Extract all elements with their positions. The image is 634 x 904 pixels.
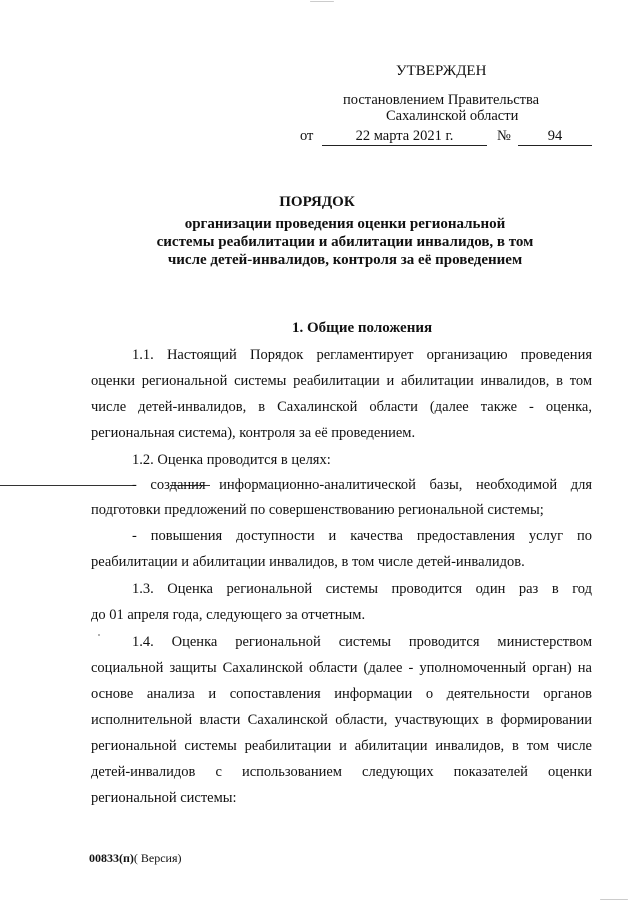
paragraph-1-2-intro: 1.2. Оценка проводится в целях: [132, 452, 331, 468]
document-subtitle-line3: числе детей-инвалидов, контроля за её проведением [167, 252, 523, 268]
scan-speck [600, 899, 628, 900]
bullet-1-line2: подготовки предложений по совершенствованию региональной системы; [91, 502, 544, 518]
paragraph-1-4-line3: основе анализа и сопоставления информации о деятельности органов [91, 686, 592, 702]
paragraph-1-4-line4: исполнительной власти Сахалинской области, участвующих в формировании [91, 712, 592, 728]
document-subtitle-line1: организации проведения оценки региональной [184, 216, 506, 232]
scan-speck [98, 634, 100, 636]
paragraph-1-4-line7: региональной системы: [91, 790, 237, 806]
approval-title: УТВЕРЖДЕН [396, 63, 487, 79]
paragraph-1-1-line4: региональная система), контроля за её проведением. [91, 425, 416, 441]
approval-date: 22 марта 2021 г. [322, 127, 487, 146]
document-subtitle-line2: системы реабилитации и абилитации инвалидов, в том [156, 234, 534, 250]
bullet-2-line2: реабилитации и абилитации инвалидов, в том числе детей-инвалидов. [91, 554, 525, 570]
paragraph-1-4-line1: 1.4. Оценка региональной системы проводится министерством [132, 634, 592, 650]
paragraph-1-1-line3: числе детей-инвалидов, в Сахалинской области (далее также - оценка, [91, 399, 592, 415]
paragraph-1-3-line2: до 01 апреля года, следующего за отчетным. [91, 607, 366, 623]
approval-line1: постановлением Правительства [343, 92, 540, 108]
paragraph-1-3-line1: 1.3. Оценка региональной системы проводится один раз в год [132, 581, 592, 597]
footer-version: ( Версия) [133, 851, 182, 865]
footer-code-line [89, 851, 182, 866]
approval-from-label: от [300, 128, 314, 144]
footer-code: 00833(п) [89, 851, 134, 865]
bullet-1-line1: - создания информационно-аналитической базы, необходимой для [132, 477, 592, 493]
approval-number: 94 [518, 127, 592, 146]
paragraph-1-4-line6: детей-инвалидов с использованием следующих показателей оценки [91, 764, 592, 780]
approval-line2: Сахалинской области [386, 108, 519, 124]
paragraph-1-1-line2: оценки региональной системы реабилитации и абилитации инвалидов, в том [91, 373, 592, 389]
scan-speck [310, 1, 334, 2]
section-title: 1. Общие положения [292, 320, 433, 336]
paragraph-1-4-line2: социальной защиты Сахалинской области (далее - уполномоченный орган) на [91, 660, 592, 676]
scan-strike-line [0, 485, 136, 486]
approval-number-sign: № [497, 128, 511, 144]
paragraph-1-4-line5: региональной системы реабилитации и абилитации инвалидов, в том числе [91, 738, 592, 754]
bullet-2-line1: - повышения доступности и качества предоставления услуг по [132, 528, 592, 544]
paragraph-1-1-line1: 1.1. Настоящий Порядок регламентирует организацию проведения [132, 347, 592, 363]
document-title: ПОРЯДОК [279, 194, 355, 210]
